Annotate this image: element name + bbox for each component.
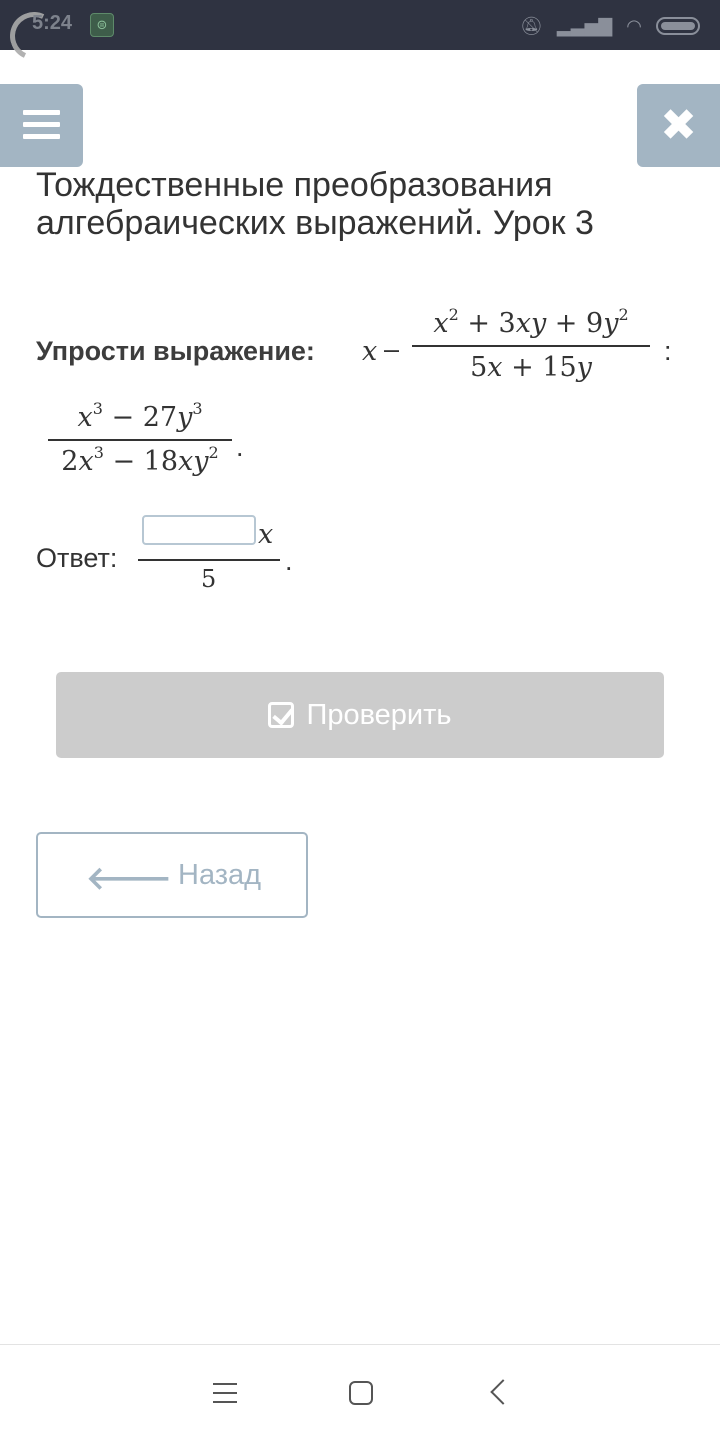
division-sign: : [664,336,672,366]
status-bar [0,0,720,50]
battery-icon [656,17,700,35]
status-icons [520,14,700,38]
wifi-icon: ◠ [626,15,642,36]
hamburger-icon [23,110,60,146]
answer-denominator: 5 [201,565,217,593]
answer-label: Ответ: [36,543,118,573]
answer-fraction-line [138,559,280,561]
answer-variable: x [258,519,274,550]
close-button[interactable] [637,84,720,167]
nav-back-icon[interactable] [490,1379,515,1404]
check-button-label: Проверить [306,698,452,731]
arrow-left-icon: 🡐 [86,860,172,896]
app-notification-icon: ⊜ [90,13,114,37]
back-button[interactable] [36,832,308,918]
task-label: Упрости выражение: [36,336,315,366]
close-icon: ✖ [660,101,697,150]
signal-icon: ▂▃▅▇ [556,15,613,36]
first-fraction [412,305,650,383]
answer-input[interactable] [142,515,256,545]
answer-period: . [285,546,293,576]
second-numerator: $x^3 - 27y^3$ [77,399,203,433]
second-denominator: $2x^3 - 18xy^2$ [61,443,219,477]
page-title: Тождественные преобразования алгебраических выражений. Урок 3 [36,166,594,242]
expression-period: . [236,432,244,462]
recent-apps-icon[interactable] [213,1383,237,1410]
checkbox-icon [268,702,294,728]
home-icon[interactable] [349,1381,373,1405]
minus-sign: – [384,334,400,364]
back-button-label: Назад [178,859,262,891]
menu-button[interactable] [0,84,83,167]
mute-icon: 🔕︎ [520,15,543,36]
check-button[interactable] [56,672,664,758]
lead-variable: x [362,336,378,367]
navigation-bar [0,1344,720,1441]
first-numerator: $x^2 + 3xy + 9y^2$ [433,305,629,339]
first-denominator: 5x + 15y [470,352,592,383]
second-fraction [48,399,232,477]
status-time: 5:24 [32,12,73,34]
